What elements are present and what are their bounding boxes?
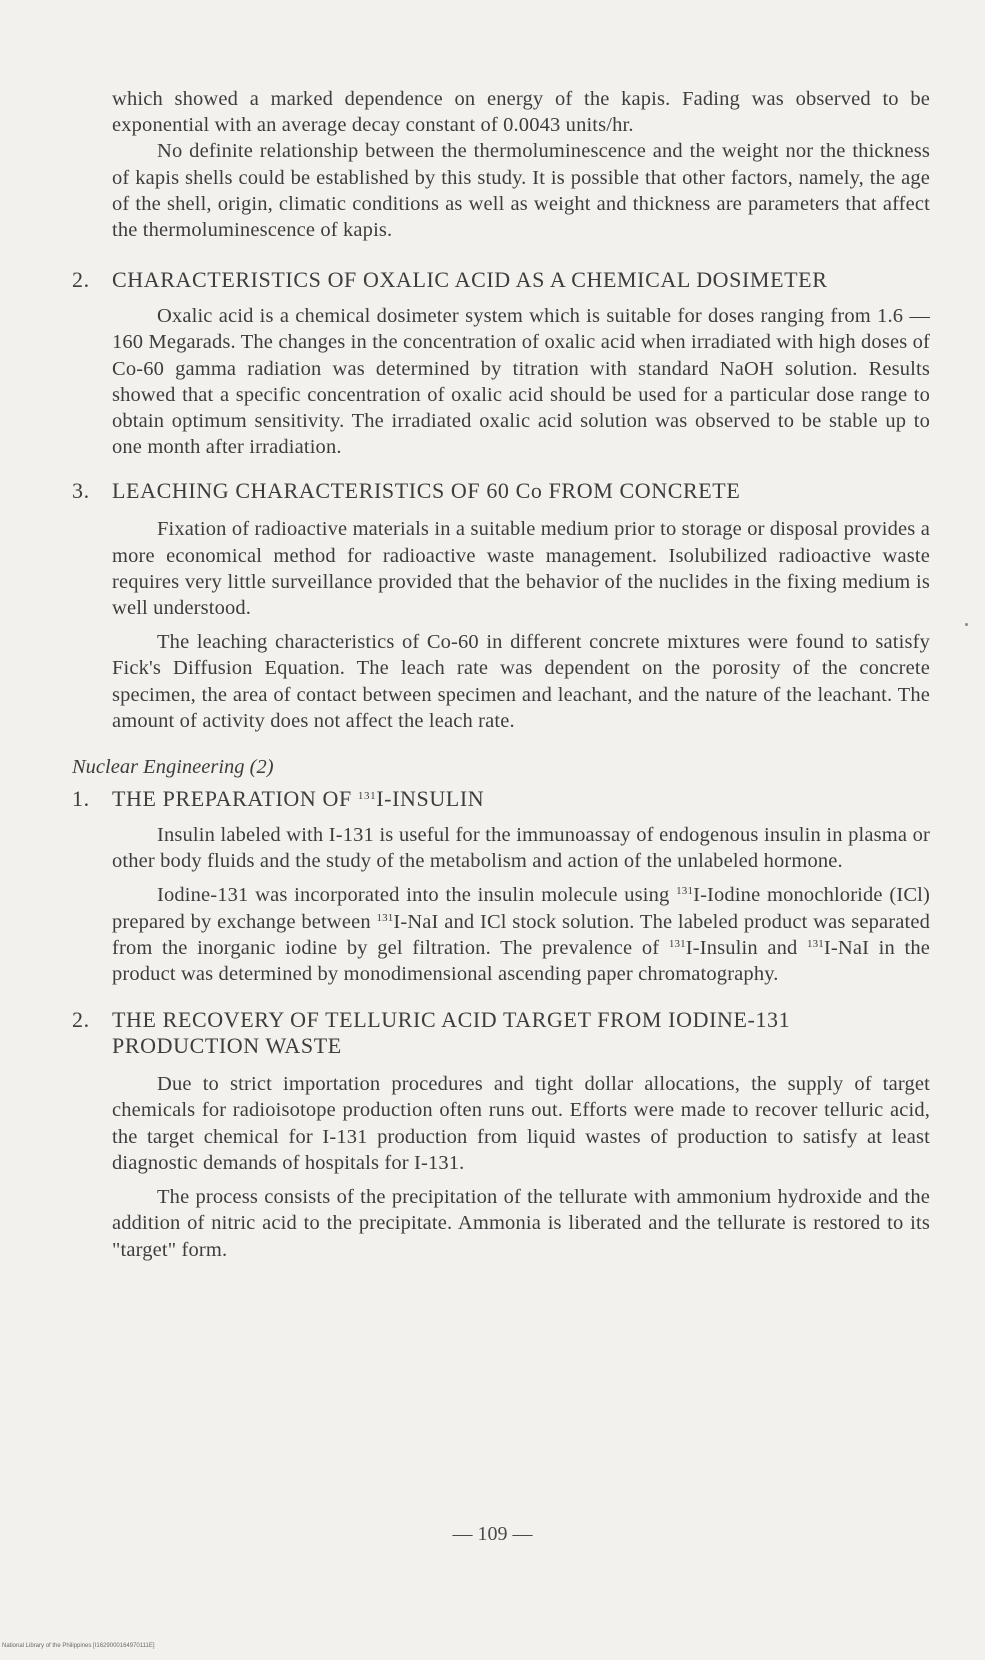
paragraph: Iodine-131 was incorporated into the insulin molecule using $^{131}$I-Iodine monochloride (ICl) prepared by exchange between $^{131}$I-NaI and ICl stock solution. The labeled product was separated from the inorganic iodine by gel filtration. The prevalence of $^{131}$I-Insulin and $^{131}$I-NaI in the product was determined by monodimensional ascending paper chromatography. — [112, 884, 930, 986]
section-title: CHARACTERISTICS OF OXALIC ACID AS A CHEMICAL DOSIMETER — [112, 267, 828, 293]
section-number: 3. — [72, 478, 90, 504]
paragraph: which showed a marked dependence on energy of the kapis. Fading was observed to be exponential with an average decay constant of 0.0043 units/hr. — [112, 88, 930, 137]
page-number: — 109 — — [452, 1523, 533, 1545]
section-title: LEACHING CHARACTERISTICS OF 60 Co FROM CONCRETE — [112, 478, 741, 504]
section-title: THE RECOVERY OF TELLURIC ACID TARGET FROM IODINE-131 PRODUCTION WASTE — [112, 1007, 791, 1059]
paragraph: Oxalic acid is a chemical dosimeter system which is suitable for doses ranging from 1.6 — 160 Megarads. The changes in the concentration of oxalic acid when irradiated with high doses of Co-60 gamma radiation was determined by titration with standard NaOH solution. Results showed that a specific concentration of oxalic acid should be used for a particular dose range to obtain optimum sensitivity. The irradiated oxalic acid solution was observed to be stable up to one month after irradiation. — [112, 305, 930, 459]
paragraph: Due to strict importation procedures and tight dollar allocations, the supply of target chemicals for radioisotope production often runs out. Efforts were made to recover telluric acid, the target chemical for I-131 production from liquid wastes of production to satisfy at least diagnostic demands of hospitals for I-131. — [112, 1073, 930, 1174]
subsection-label: Nuclear Engineering (2) — [72, 756, 274, 779]
section-number: 2. — [72, 267, 90, 293]
paragraph: Fixation of radioactive materials in a suitable medium prior to storage or disposal provides a more economical method for radioactive waste management. Isolubilized radioactive waste requires very little surveillance provided that the behavior of the nuclides in the fixing medium is well understood. — [112, 518, 930, 620]
scan-footer: National Library of the Philippines [I1629000164970111E] — [2, 1643, 155, 1649]
paragraph: Insulin labeled with I-131 is useful for the immunoassay of endogenous insulin in plasma or other body fluids and the study of the metabolism and action of the unlabeled hormone. — [112, 824, 930, 873]
section-number: 1. — [72, 786, 90, 812]
section-heading — [72, 1007, 930, 1059]
section-number: 2. — [72, 1007, 90, 1033]
section-heading — [72, 478, 930, 504]
scan-speck — [965, 623, 968, 626]
section-heading — [72, 786, 930, 812]
paragraph: The process consists of the precipitation of the tellurate with ammonium hydroxide and the addition of nitric acid to the precipitate. Ammonia is liberated and the tellurate is restored to its "target" form. — [112, 1186, 930, 1261]
paragraph: No definite relationship between the thermoluminescence and the weight nor the thickness of kapis shells could be established by this study. It is possible that other factors, namely, the age of the shell, origin, climatic conditions as well as weight and thickness are parameters that affect the thermoluminescence of kapis. — [112, 140, 930, 242]
paragraph: The leaching characteristics of Co-60 in different concrete mixtures were found to satisfy Fick's Diffusion Equation. The leach rate was dependent on the porosity of the concrete specimen, the area of contact between specimen and leachant, and the nature of the leachant. The amount of activity does not affect the leach rate. — [112, 631, 930, 732]
section-heading — [72, 267, 930, 293]
section-title: THE PREPARATION OF $^{131}$I-INSULIN — [112, 786, 485, 812]
page-body — [72, 86, 930, 1263]
